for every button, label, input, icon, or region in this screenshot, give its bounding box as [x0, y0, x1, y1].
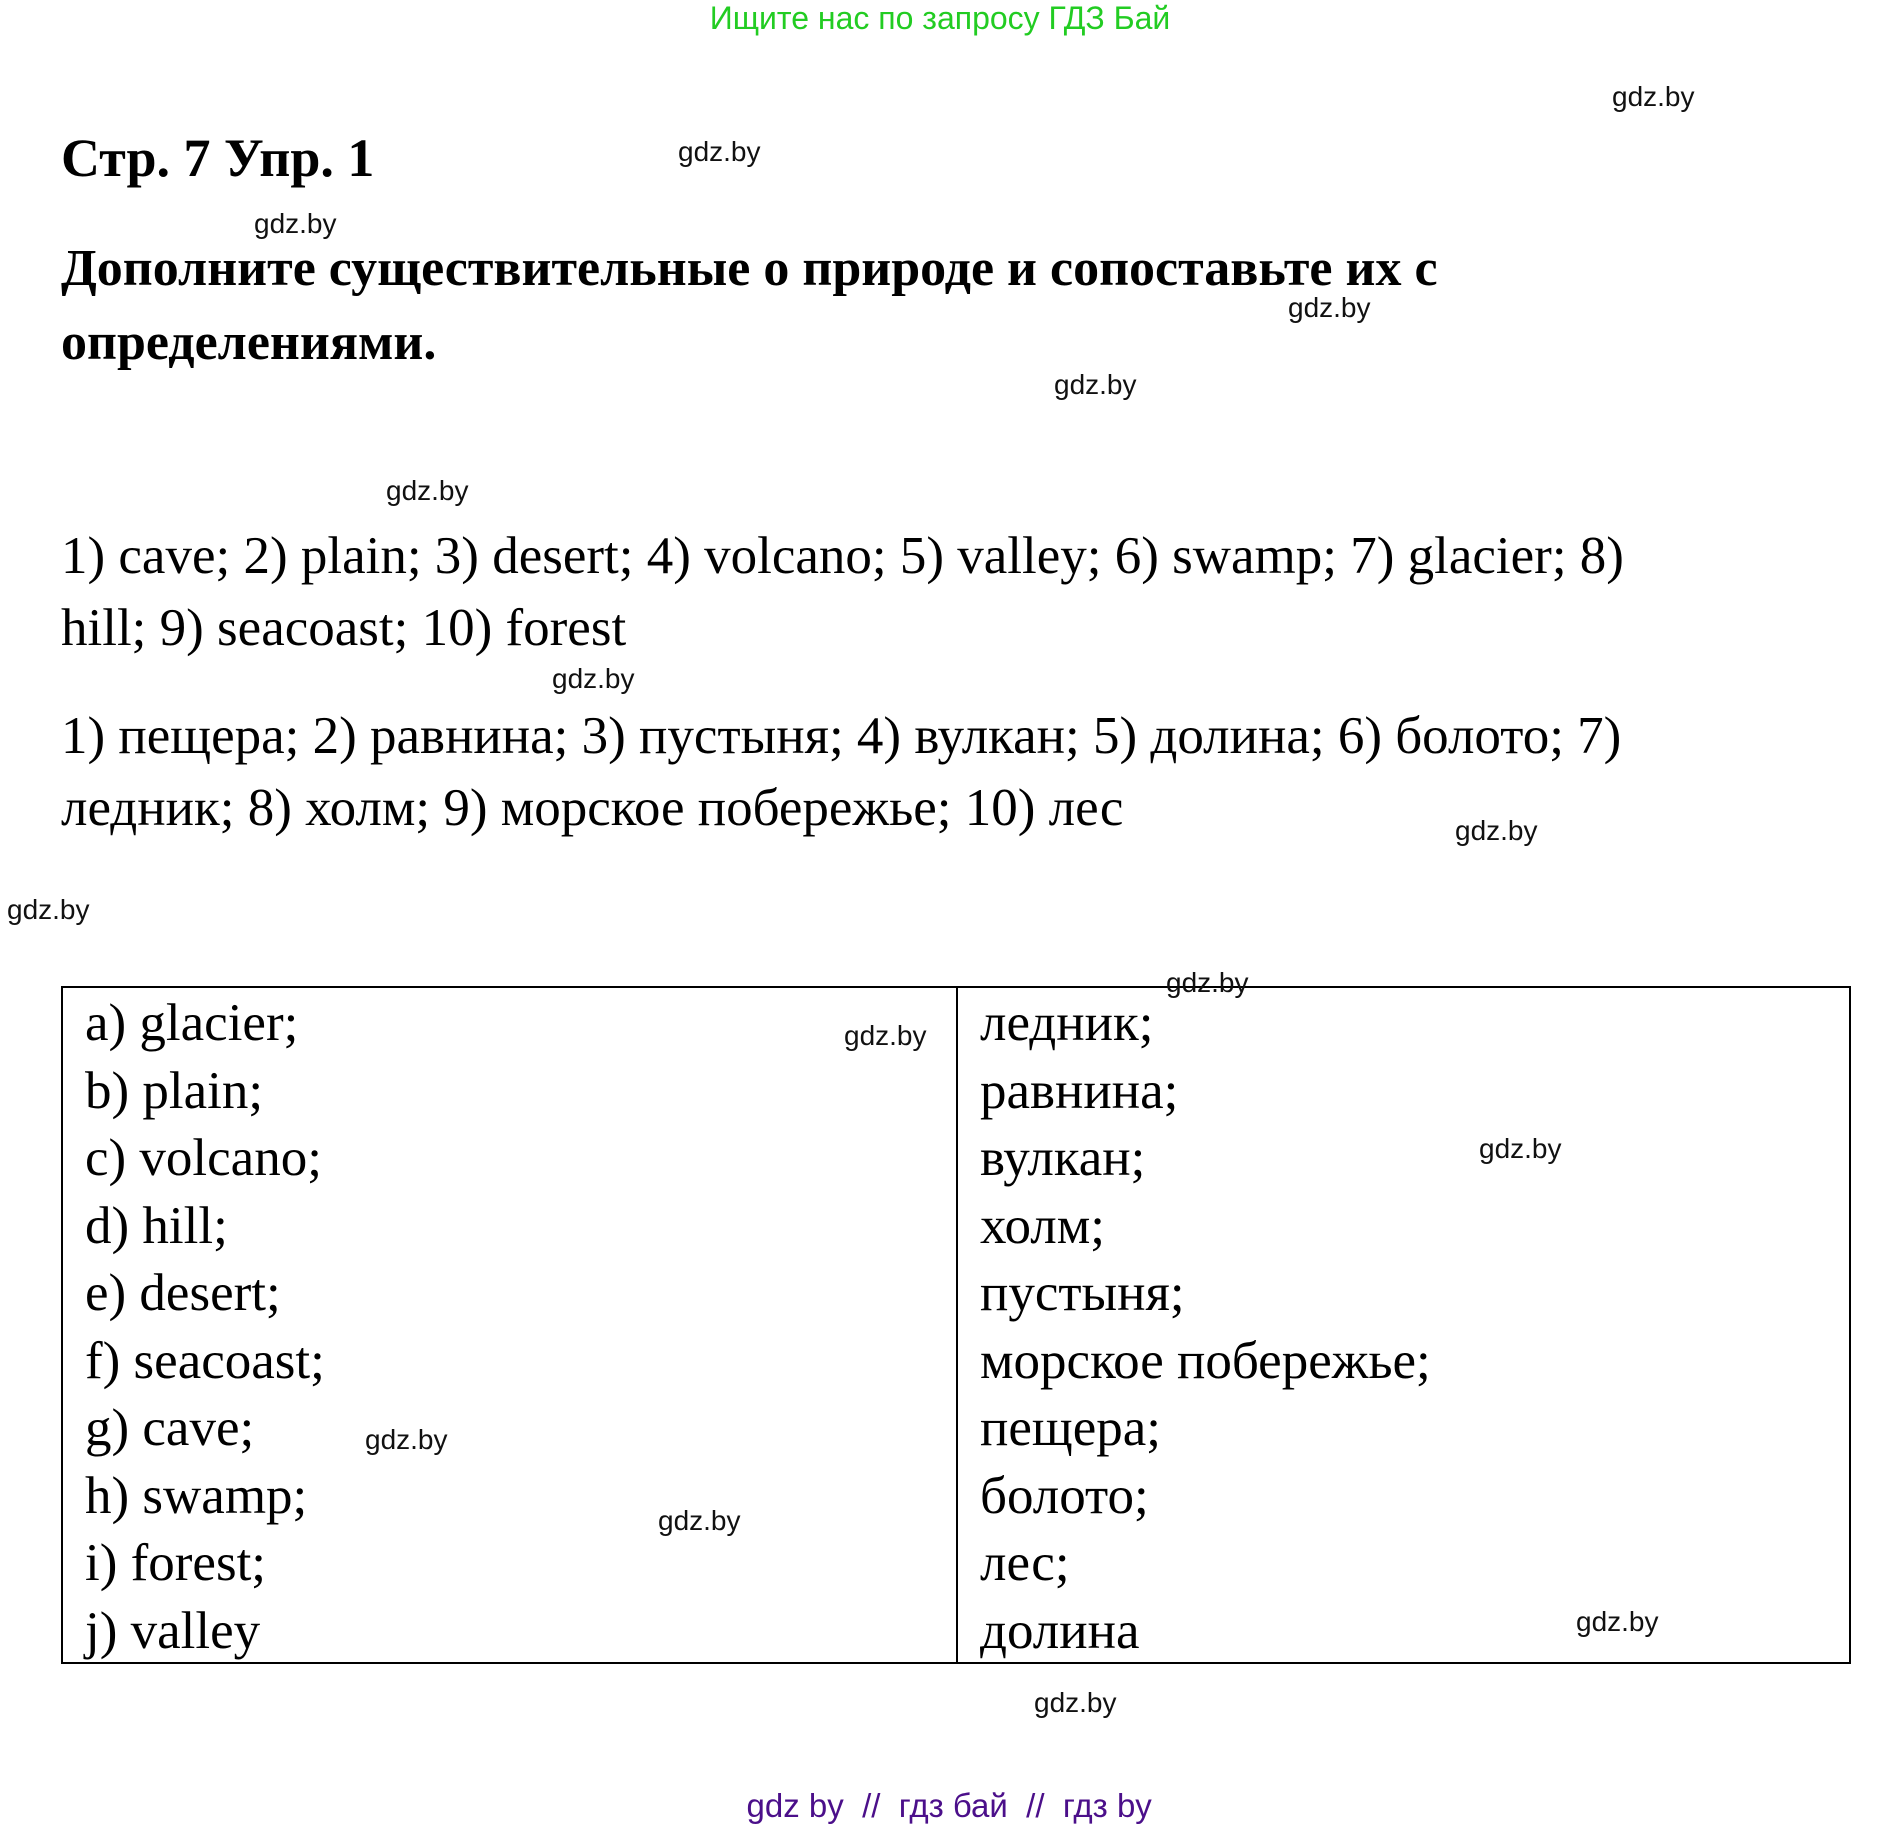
- table-cell-en: a) glacier;: [85, 994, 299, 1052]
- watermark: gdz.by: [1166, 967, 1249, 998]
- table-cell-en: f) seacoast;: [85, 1331, 325, 1390]
- table-cell-en: c) volcano;: [85, 1129, 322, 1187]
- table-cell-en: g) cave;: [85, 1399, 255, 1457]
- table-cell-en: e) desert;: [85, 1264, 281, 1322]
- table-cell-en: b) plain;: [85, 1061, 264, 1120]
- english-column: [63, 988, 958, 1662]
- search-banner: [0, 0, 1880, 36]
- table-cell-ru: холм;: [980, 1196, 1105, 1255]
- footer: [0, 1752, 1880, 1824]
- table-cell-ru: пустыня;: [980, 1264, 1185, 1322]
- answers-english-line-1: 1) cave; 2) plain; 3) desert; 4) volcano; 5) valley; 6) swamp; 7) glacier; 8): [61, 527, 1624, 585]
- watermark: gdz.by: [1455, 815, 1538, 846]
- watermark: gdz.by: [844, 1020, 927, 1051]
- banner-text: Ищите нас по запросу ГДЗ Бай: [709, 0, 1171, 36]
- answers-english-line-2: hill; 9) seacoast; 10) forest: [61, 599, 627, 657]
- watermark: gdz.by: [1479, 1133, 1562, 1164]
- footer-text: gdz by // гдз бай // гдз by: [746, 1787, 1152, 1824]
- table-cell-ru: ледник;: [980, 994, 1154, 1052]
- watermark: gdz.by: [365, 1424, 448, 1455]
- table-cell-ru: равнина;: [980, 1061, 1179, 1120]
- watermark: gdz.by: [552, 663, 635, 694]
- page-title: Стр. 7 Упр. 1: [61, 128, 375, 188]
- matching-table: [61, 986, 1851, 1664]
- table-cell-ru: болото;: [980, 1466, 1149, 1525]
- table-cell-ru: пещера;: [980, 1399, 1161, 1457]
- watermark: gdz.by: [7, 894, 90, 925]
- watermark: gdz.by: [658, 1505, 741, 1536]
- table-cell-ru: морское побережье;: [980, 1331, 1431, 1390]
- answers-russian-line-1: 1) пещера; 2) равнина; 3) пустыня; 4) вулкан; 5) долина; 6) болото; 7): [61, 707, 1622, 765]
- table-cell-ru: лес;: [980, 1534, 1070, 1592]
- table-cell-en: i) forest;: [85, 1534, 267, 1592]
- watermark: gdz.by: [254, 208, 337, 239]
- answers-russian-line-2: ледник; 8) холм; 9) морское побережье; 10) лес: [61, 779, 1124, 837]
- table-cell-en: d) hill;: [85, 1196, 228, 1255]
- table-cell-en: h) swamp;: [85, 1466, 308, 1525]
- task-instruction: [61, 232, 1821, 380]
- watermark: gdz.by: [1612, 81, 1695, 112]
- table-cell-en: j) valley: [85, 1601, 261, 1660]
- task-line-1: Дополните существительные о природе и сопоставьте их с: [61, 240, 1438, 297]
- watermark: gdz.by: [1288, 292, 1371, 323]
- watermark: gdz.by: [386, 475, 469, 506]
- watermark: gdz.by: [1054, 369, 1137, 400]
- table-cell-ru: вулкан;: [980, 1129, 1146, 1187]
- watermark: gdz.by: [678, 136, 761, 167]
- table-cell-ru: долина: [980, 1601, 1140, 1660]
- task-line-2: определениями.: [61, 314, 437, 371]
- watermark: gdz.by: [1034, 1687, 1117, 1718]
- answers-english: [61, 520, 1831, 664]
- russian-column: [958, 988, 1849, 1662]
- watermark: gdz.by: [1576, 1606, 1659, 1637]
- answers-russian: [61, 700, 1831, 844]
